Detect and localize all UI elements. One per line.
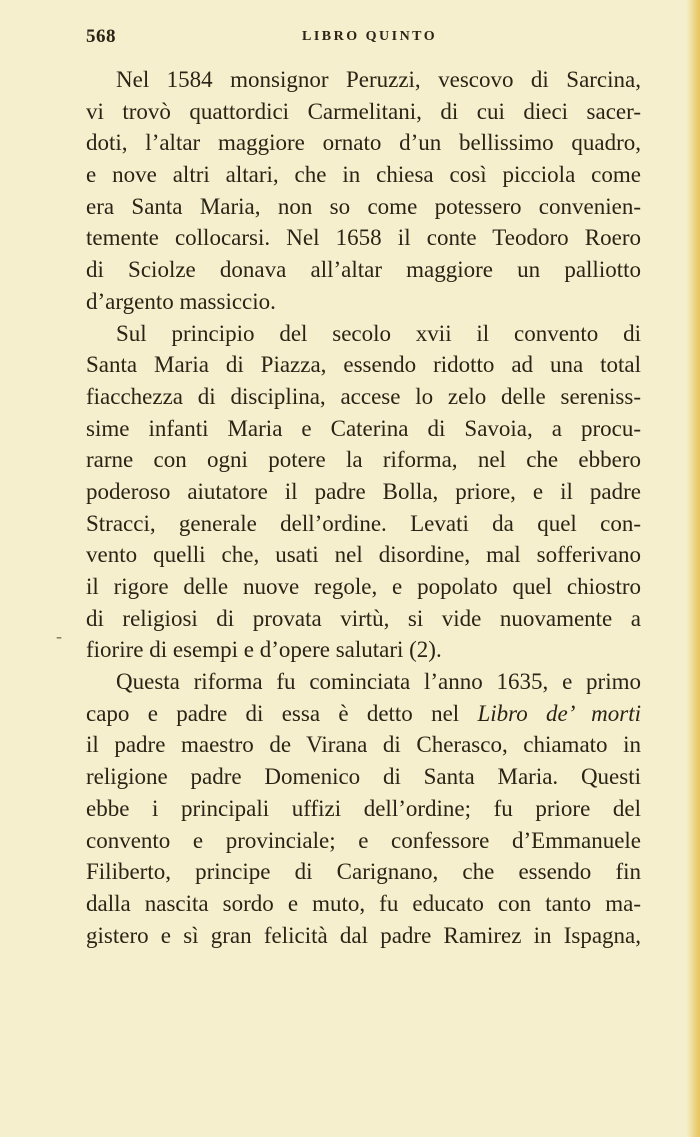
text-line: era Santa Maria, non so come potessero convenien- — [86, 193, 641, 219]
text-line: e nove altri altari, che in chiesa così picciola come — [86, 162, 641, 188]
text-line: vento quelli che, usati nel disordine, mal sofferivano — [86, 542, 641, 568]
text-line: Nel 1584 monsignor Peruzzi, vescovo di Sarcina, — [116, 67, 641, 92]
text-line: ebbe i principali uffizi dell’ordine; fu priore del — [86, 795, 641, 821]
text-line: fiacchezza di disciplina, accese lo zelo delle sereniss- — [86, 383, 641, 409]
text-line: temente collocarsi. Nel 1658 il conte Teodoro Roero — [86, 225, 641, 251]
text-line — [86, 698, 641, 730]
text-line: di Sciolze donava all’altar maggiore un palliotto — [86, 257, 641, 283]
body-text — [86, 64, 641, 951]
text-line: vi trovò quattordici Carmelitani, di cui dieci sacer- — [86, 98, 641, 124]
book-title: Libro de’ morti — [477, 700, 641, 726]
running-title: LIBRO QUINTO — [302, 29, 438, 44]
text-line: doti, l’altar maggiore ornato d’un bellissimo quadro, — [86, 130, 641, 156]
text-line: il rigore delle nuove regole, e popolato quel chiostro — [86, 574, 641, 599]
text-line: d’argento massiccio. — [86, 288, 276, 314]
text-line: il padre maestro de Virana di Cherasco, chiamato in — [86, 732, 641, 758]
text-segment: capo e padre di essa è detto nel — [86, 700, 478, 726]
page-number: 568 — [86, 26, 116, 47]
text-line: fiorire di esempi e d’opere salutari (2). — [86, 637, 442, 663]
text-line: rarne con ogni potere la riforma, nel che ebbero — [86, 447, 641, 473]
text-line: sime infanti Maria e Caterina di Savoia, a procu- — [86, 415, 641, 441]
text-line: gistero e sì gran felicità dal padre Ramirez in Ispagna, — [86, 922, 641, 948]
text-line: di religiosi di provata virtù, si vide nuovamente a — [86, 605, 641, 631]
paragraph-2 — [86, 318, 641, 667]
text-line: dalla nascita sordo e muto, fu educato con tanto ma- — [86, 890, 641, 916]
page-edge — [686, 0, 700, 1137]
margin-mark: - — [56, 626, 62, 646]
paragraph-1 — [86, 64, 641, 318]
text-line: Filiberto, principe di Carignano, che essendo fin — [86, 859, 641, 885]
text-line: religione padre Domenico di Santa Maria. Questi — [86, 764, 641, 790]
text-line: Stracci, generale dell’ordine. Levati da quel con- — [86, 510, 641, 536]
text-line: poderoso aiutatore il padre Bolla, priore, e il padre — [86, 478, 641, 504]
text-line: Sul principio del secolo xvii il convento di — [116, 320, 641, 346]
text-line: convento e provinciale; e confessore d’Emmanuele — [86, 827, 641, 853]
paragraph-3 — [86, 666, 641, 951]
running-head — [86, 26, 641, 46]
text-line: Santa Maria di Piazza, essendo ridotto ad una total — [86, 352, 641, 378]
text-line: Questa riforma fu cominciata l’anno 1635, e primo — [116, 669, 641, 695]
